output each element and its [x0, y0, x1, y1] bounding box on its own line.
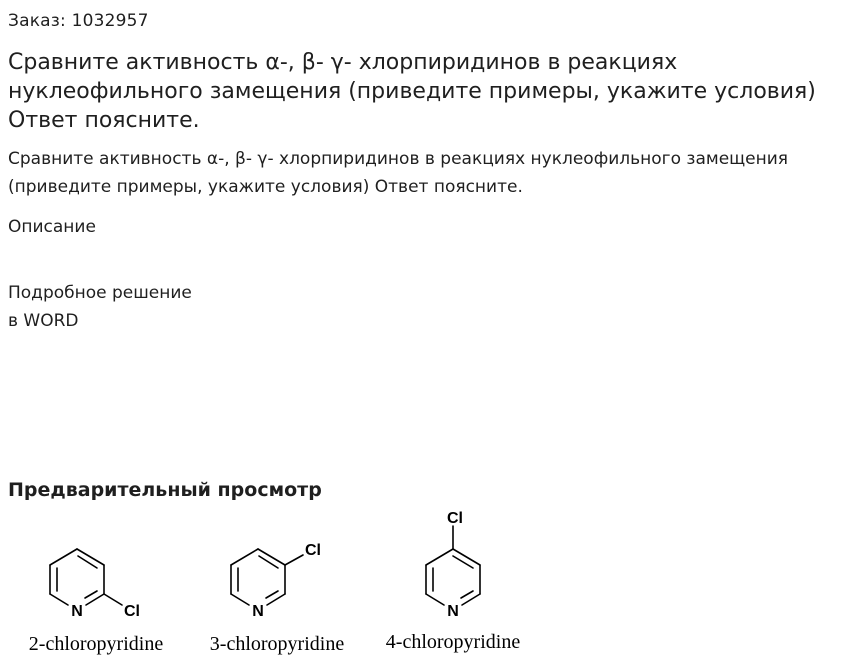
molecule-4-chloropyridine — [426, 526, 480, 605]
caption-3-chloropyridine: 3-chloropyridine — [209, 633, 345, 655]
molecule-2-chloropyridine — [50, 549, 122, 605]
caption-4-chloropyridine: 4-chloropyridine — [385, 631, 521, 653]
solution-info — [8, 279, 192, 335]
atom-cl-3: Cl — [447, 510, 463, 527]
caption-2-chloropyridine: 2-chloropyridine — [28, 633, 164, 655]
atom-cl-1: Cl — [124, 603, 140, 620]
question-text: Сравните активность α-, β- γ- хлорпиридинов в реакциях нуклеофильного замещения (приведите примеры, укажите условия) Ответ поясните. — [8, 149, 789, 197]
preview-image — [0, 505, 560, 665]
order-number: Заказ: 1032957 — [8, 11, 149, 31]
molecule-3-chloropyridine — [231, 549, 303, 605]
page-title: Сравните активность α-, β- γ- хлорпиридинов в реакциях нуклеофильного замещения (приведите примеры, укажите условия) Ответ поясните. — [8, 50, 816, 133]
solution-line-detailed: Подробное решение — [8, 283, 192, 303]
description-label: Описание — [8, 217, 96, 237]
solution-line-format: в WORD — [8, 311, 79, 331]
atom-n-1: N — [71, 603, 83, 620]
preview-heading: Предварительный просмотр — [8, 479, 322, 501]
atom-n-2: N — [252, 603, 264, 620]
atom-n-3: N — [447, 603, 459, 620]
atom-cl-2: Cl — [305, 542, 321, 559]
chloropyridines-structures — [0, 505, 560, 665]
